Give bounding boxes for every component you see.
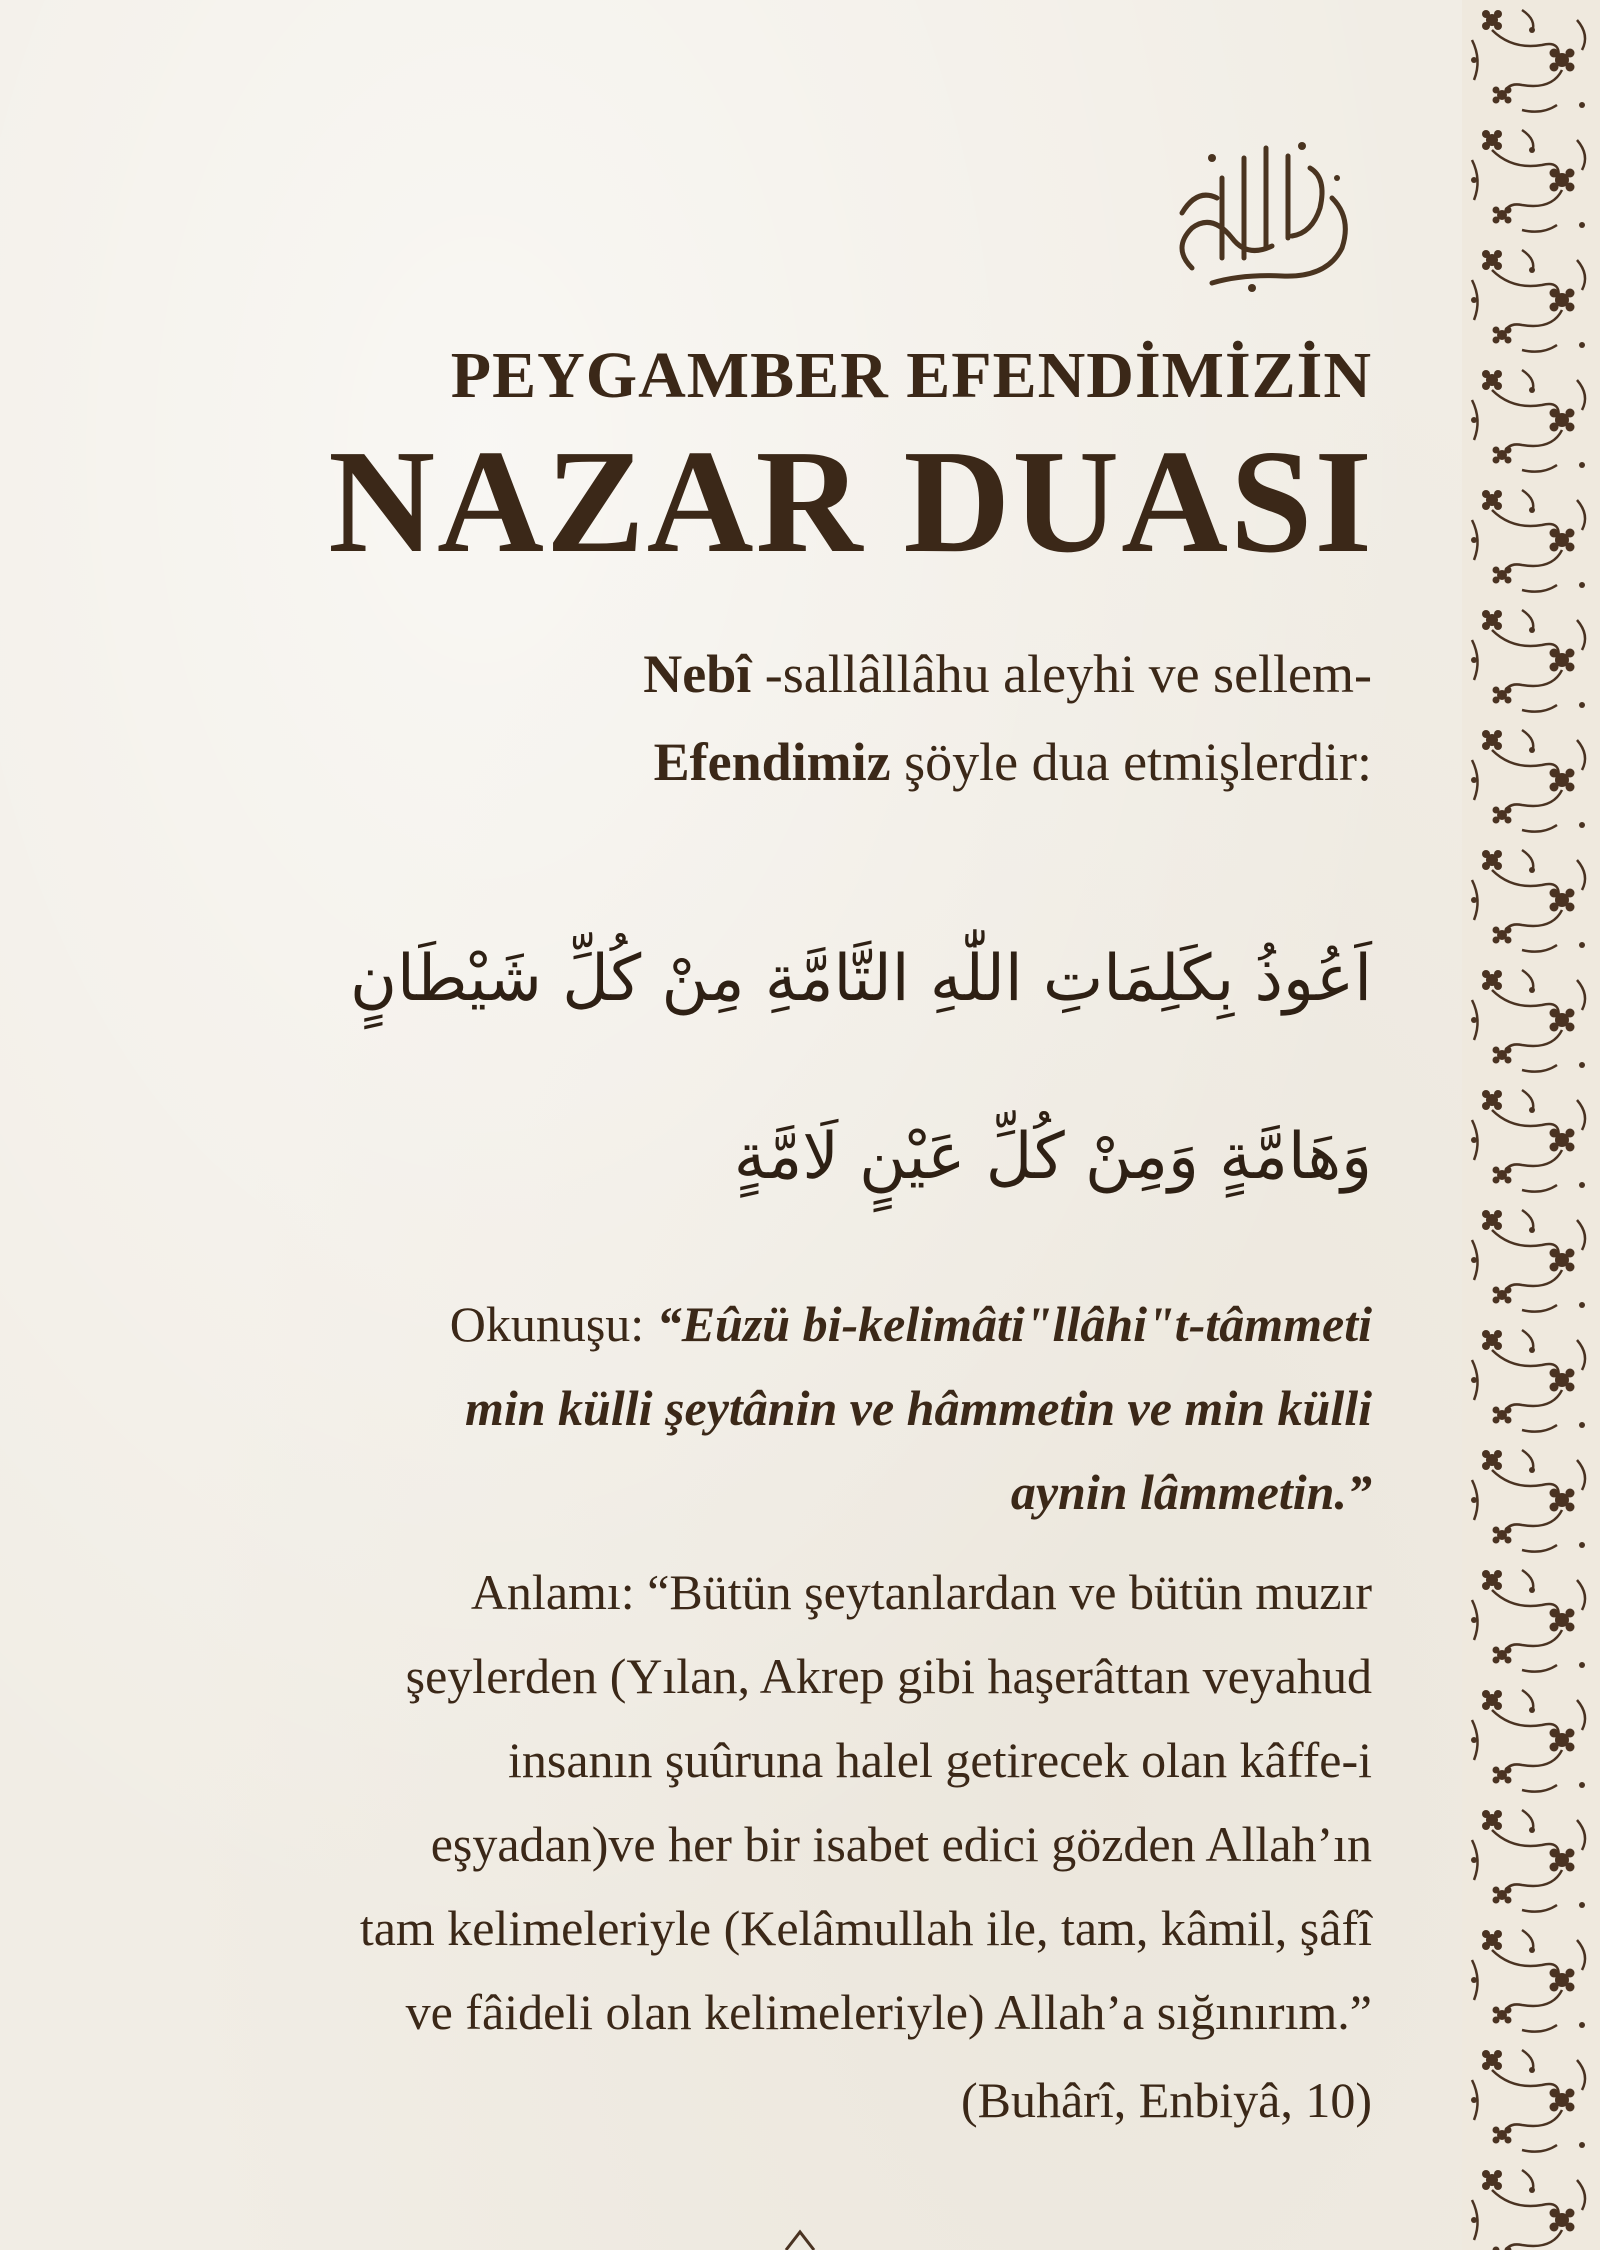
anlami-line-1: Anlamı: “Bütün şeytanlardan ve bütün muzır (470, 1564, 1372, 1620)
intro-bold-efendimiz: Efendimiz (653, 732, 891, 792)
intro-line-1-rest: -sallâllâhu aleyhi ve sellem- (751, 644, 1372, 704)
calligraphy-seal (1152, 118, 1372, 298)
intro-bold-nebi: Nebî (643, 644, 752, 704)
intro-line-2-rest: şöyle dua etmişlerdir: (890, 732, 1372, 792)
arabic-dua (72, 890, 1372, 1246)
anlami-line-4: eşyadan)ve her bir isabet edici gözden Allah’ın (430, 1816, 1372, 1872)
bottom-ornament-icon (778, 2228, 822, 2250)
anlami-line-2: şeylerden (Yılan, Akrep gibi haşerâttan veyahud (405, 1648, 1372, 1704)
intro-line-1 (272, 630, 1372, 718)
anlami-line-5: tam kelimeleriyle (Kelâmullah ile, tam, kâmil, şâfî (359, 1900, 1372, 1956)
title-top: PEYGAMBER EFENDİMİZİN (450, 339, 1372, 412)
okunus-line-1 (92, 1282, 1372, 1366)
floral-border (1462, 0, 1600, 2250)
okunus-line-2: min külli şeytânin ve hâmmetin ve min külli (464, 1380, 1372, 1436)
intro-text (272, 630, 1372, 806)
okunus-translit-1: “Eûzü bi-kelimâti"llâhi"t-tâmmeti (656, 1296, 1372, 1352)
okunus-block (92, 1282, 1372, 1534)
intro-line-2 (272, 718, 1372, 806)
page-title: NAZAR DUASI (328, 420, 1374, 584)
anlami-line-6: ve fâideli olan kelimeleriyle) Allah’a sığınırım.” (405, 1984, 1372, 2040)
arabic-line-2: وَهَامَّةٍ وَمِنْ كُلِّ عَيْنٍ لَامَّةٍ (733, 1120, 1372, 1194)
okunus-line-3: aynin lâmmetin.” (1010, 1464, 1372, 1520)
arabic-line-1: اَعُوذُ بِكَلِمَاتِ اللّٰهِ التَّامَّةِ مِنْ كُلِّ شَيْطَانٍ (349, 942, 1372, 1016)
source-citation: (Buhârî, Enbiyâ, 10) (960, 2072, 1372, 2128)
anlami-block (72, 1550, 1372, 2054)
okunus-label: Okunuşu: (449, 1296, 657, 1352)
anlami-line-3: insanın şuûruna halel getirecek olan kâffe-i (507, 1732, 1372, 1788)
